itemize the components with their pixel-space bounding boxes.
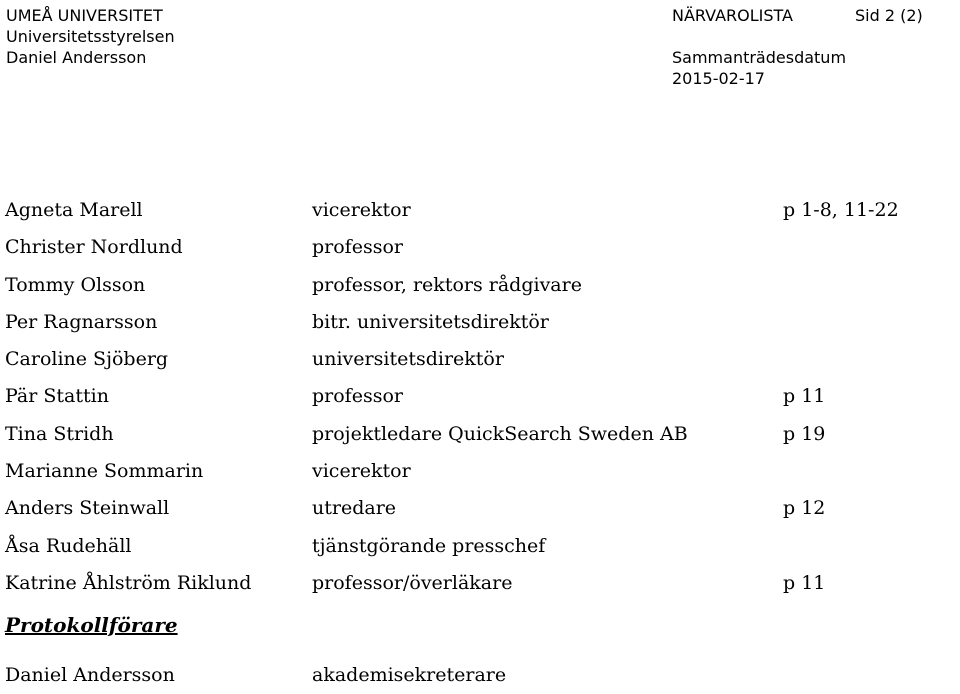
attendee-agenda-items: p 12	[783, 497, 826, 520]
attendee-name: Tommy Olsson	[5, 273, 146, 296]
attendee-agenda-items: p 19	[783, 422, 826, 445]
attendee-row	[0, 565, 960, 602]
attendee-row	[0, 490, 960, 527]
document-title: NÄRVAROLISTA	[672, 6, 793, 25]
meeting-date-label: Sammanträdesdatum	[672, 48, 847, 67]
attendee-row	[0, 528, 960, 565]
attendee-role: universitetsdirektör	[312, 348, 504, 371]
attendee-role: vicerektor	[312, 199, 411, 221]
attendee-agenda-items: p 11	[783, 385, 826, 408]
attendee-name: Anders Steinwall	[5, 497, 170, 520]
author-name: Daniel Andersson	[6, 48, 147, 67]
attendee-role: professor	[312, 385, 403, 408]
secretary-row	[0, 664, 960, 694]
attendee-role: tjänstgörande presschef	[312, 534, 546, 557]
attendee-row	[0, 267, 960, 304]
secretary-role: akademisekreterare	[312, 664, 507, 686]
attendee-role: vicerektor	[312, 460, 411, 483]
attendee-agenda-items: p 11	[783, 571, 826, 594]
attendee-agenda-items: p 1-8, 11-22	[783, 199, 899, 221]
attendee-name: Christer Nordlund	[5, 236, 183, 259]
attendee-role: projektledare QuickSearch Sweden AB	[312, 422, 688, 445]
attendee-role: bitr. universitetsdirektör	[312, 310, 549, 333]
attendee-row	[0, 304, 960, 341]
attendee-role: professor/överläkare	[312, 571, 513, 594]
attendee-row	[0, 416, 960, 453]
attendee-row	[0, 378, 960, 415]
meeting-date-value: 2015-02-17	[672, 69, 765, 88]
attendee-name: Marianne Sommarin	[5, 460, 204, 483]
attendee-name: Tina Stridh	[5, 422, 114, 445]
attendee-role: utredare	[312, 497, 397, 520]
attendee-list	[0, 192, 960, 602]
attendee-role: professor, rektors rådgivare	[312, 273, 582, 296]
attendee-name: Agneta Marell	[5, 199, 143, 221]
secretary-name: Daniel Andersson	[5, 664, 175, 686]
secretary-section-title: Protokollförare	[5, 613, 178, 637]
attendee-name: Katrine Åhlström Riklund	[5, 571, 252, 594]
attendee-name: Åsa Rudehäll	[5, 534, 132, 557]
attendee-name: Caroline Sjöberg	[5, 348, 169, 371]
attendee-name: Pär Stattin	[5, 385, 109, 408]
attendee-name: Per Ragnarsson	[5, 310, 158, 333]
organization-name: UMEÅ UNIVERSITET	[6, 6, 163, 25]
board-name: Universitetsstyrelsen	[6, 27, 175, 46]
attendee-role: professor	[312, 236, 403, 259]
attendee-row	[0, 192, 960, 229]
attendee-row	[0, 453, 960, 490]
attendee-row	[0, 229, 960, 266]
attendee-row	[0, 341, 960, 378]
page-number: Sid 2 (2)	[855, 6, 923, 25]
